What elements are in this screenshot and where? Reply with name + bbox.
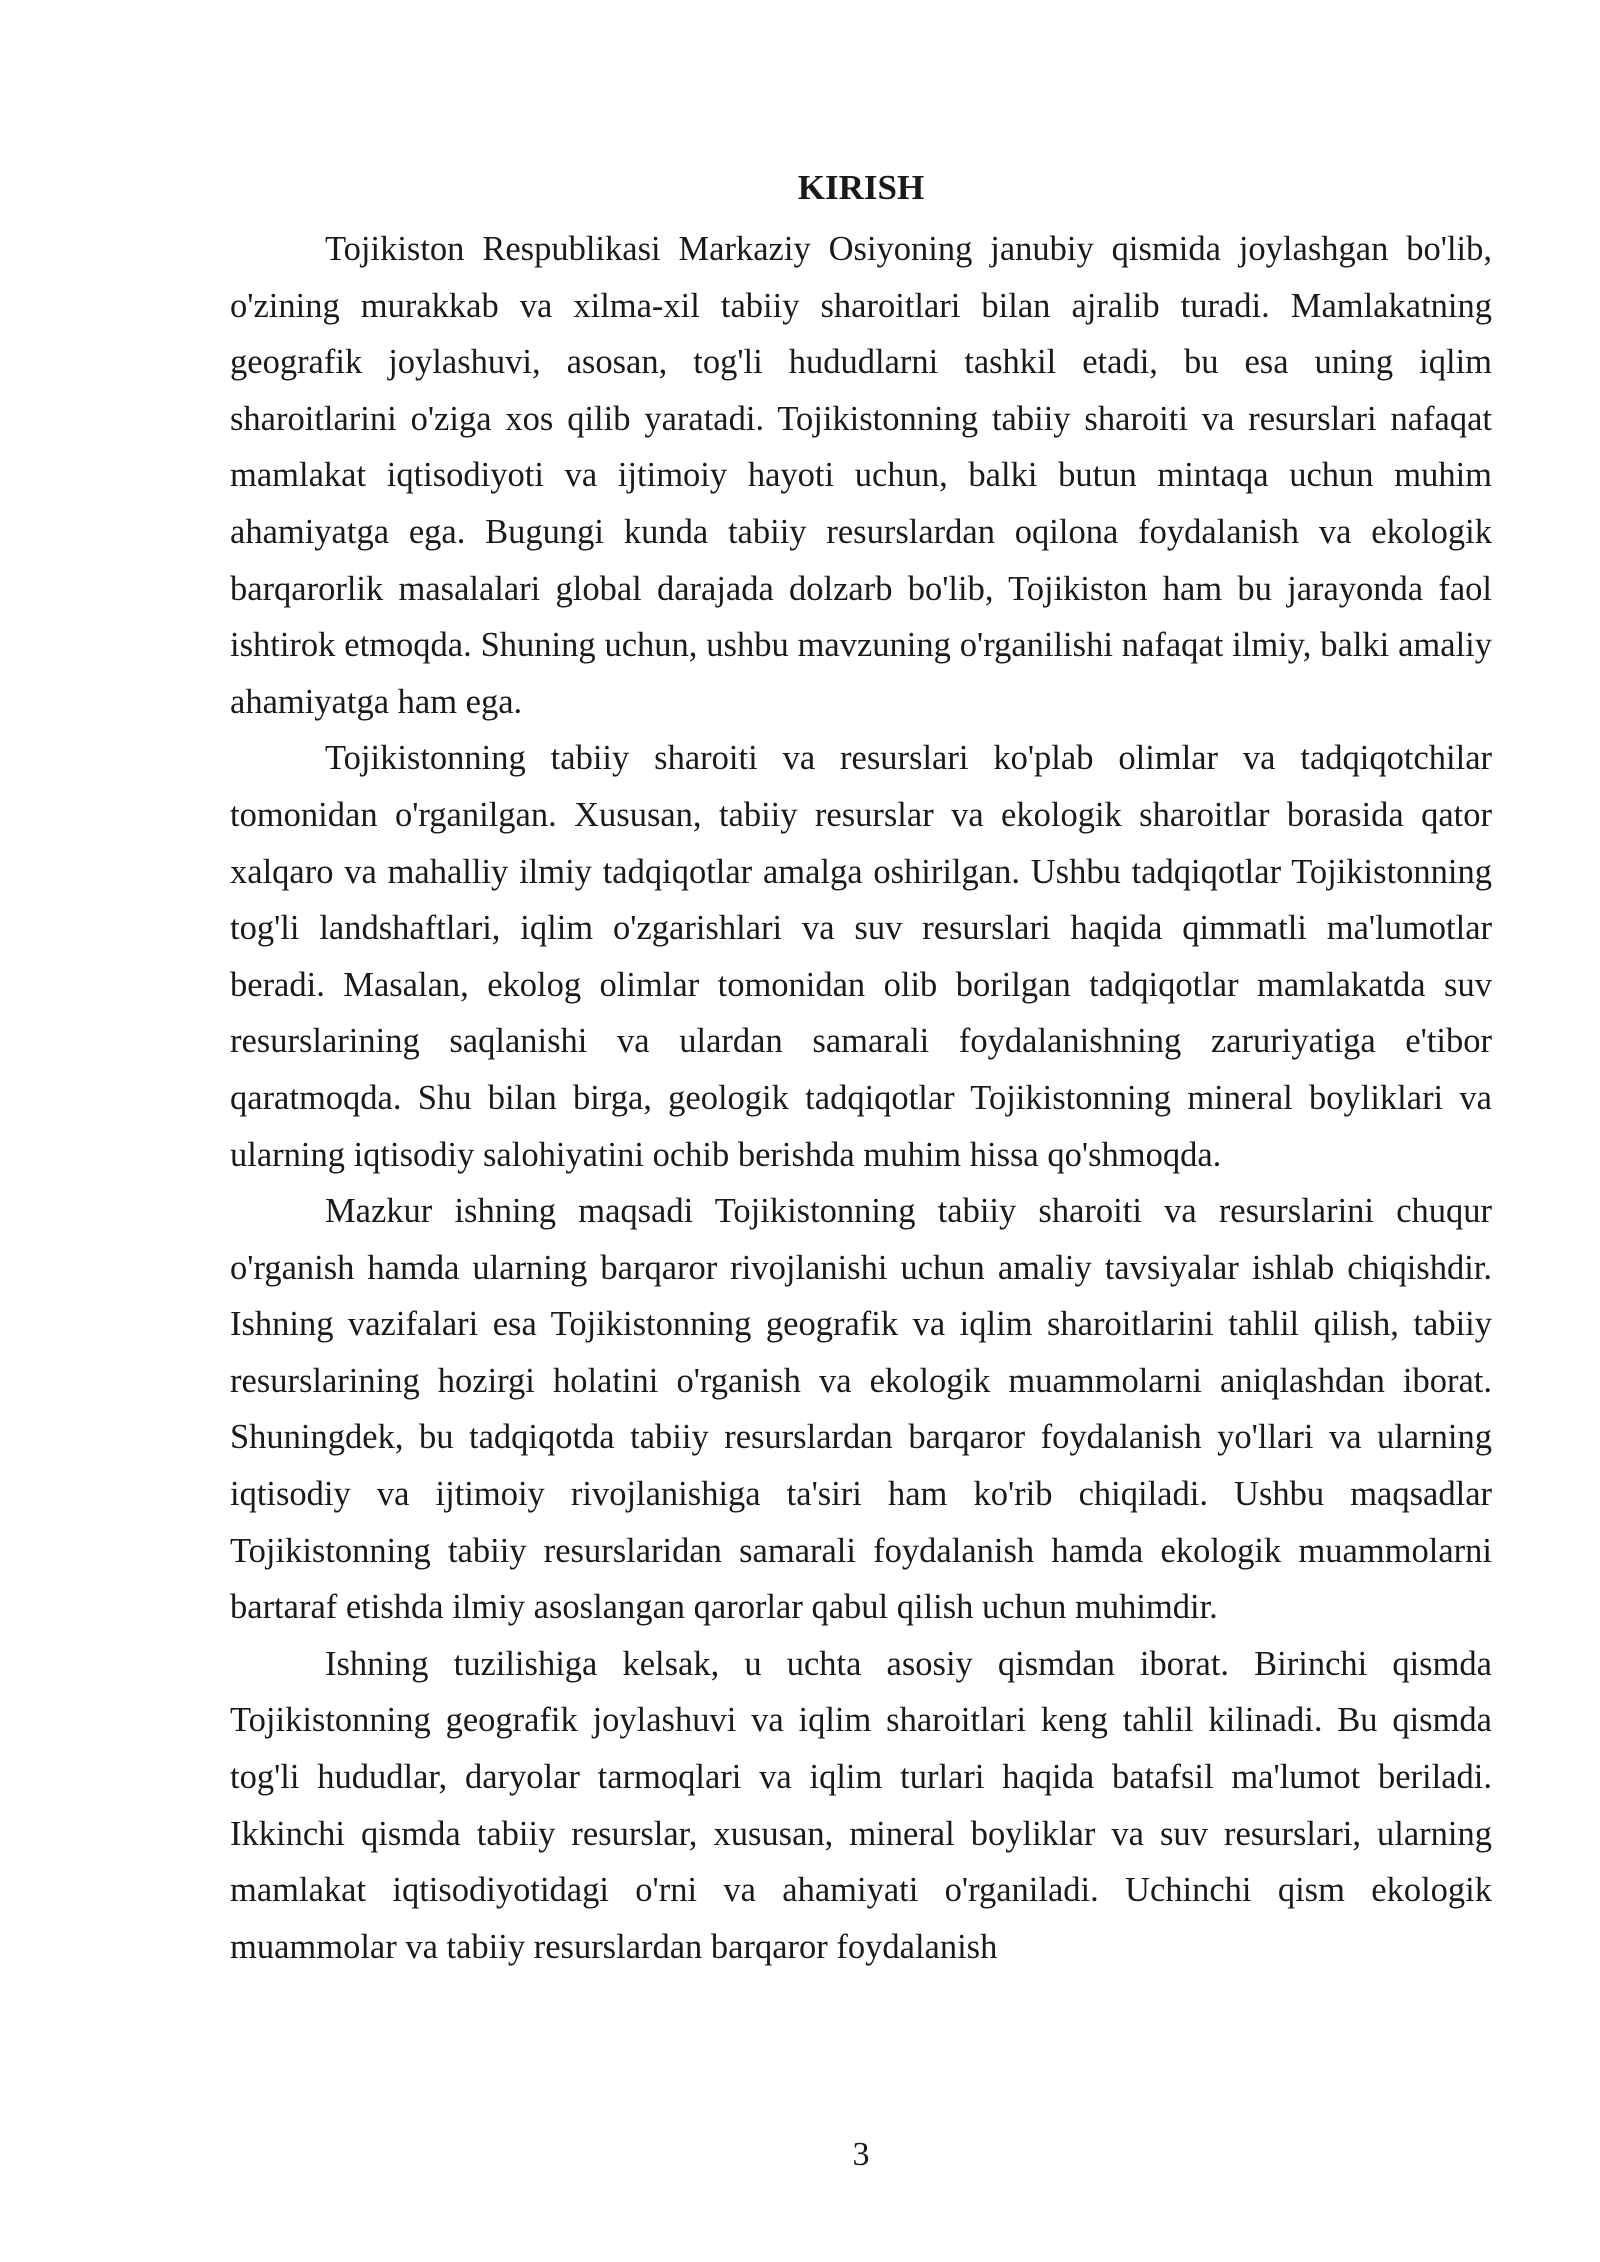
paragraph-4: Ishning tuzilishiga kelsak, u uchta asosiy qismdan iborat. Birinchi qismda Tojikistonning geografik joylashuvi va iqlim sharoitlari keng tahlil kilinadi. Bu qismda tog'li hududlar, daryolar tarmoqlari va iqlim turlari haqida batafsil ma'lumot beriladi. Ikkinchi qismda tabiiy resurslar, xususan, mineral boyliklar va suv resurslari, ularning mamlakat iqtisodiyotidagi o'rni va ahamiyati o'rganiladi. Uchinchi qism ekologik muammolar va tabiiy resurslardan barqaror foydalanish <box>230 1644 1492 1966</box>
section-heading: KIRISH <box>797 168 925 207</box>
paragraph-1: Tojikiston Respublikasi Markaziy Osiyoning janubiy qismida joylashgan bo'lib, o'zining murakkab va xilma-xil tabiiy sharoitlari bilan ajralib turadi. Mamlakatning geografik joylashuvi, asosan, tog'li hududlarni tashkil etadi, bu esa uning iqlim sharoitlarini o'ziga xos qilib yaratadi. Tojikistonning tabiiy sharoiti va resurslari nafaqat mamlakat iqtisodiyoti va ijtimoiy hayoti uchun, balki butun mintaqa uchun muhim ahamiyatga ega. Bugungi kunda tabiiy resurslardan oqilona foydalanish va ekologik barqarorlik masalalari global darajada dolzarb bo'lib, Tojikiston ham bu jarayonda faol ishtirok etmoqda. Shuning uchun, ushbu mavzuning o'rganilishi nafaqat ilmiy, balki amaliy ahamiyatga ham ega. <box>230 230 1492 721</box>
paragraph-3: Mazkur ishning maqsadi Tojikistonning tabiiy sharoiti va resurslarini chuqur o'rganish hamda ularning barqaror rivojlanishi uchun amaliy tavsiyalar ishlab chiqishdir. Ishning vazifalari esa Tojikistonning geografik va iqlim sharoitlarini tahlil qilish, tabiiy resurslarining hozirgi holatini o'rganish va ekologik muammolarni aniqlashdan iborat. Shuningdek, bu tadqiqotda tabiiy resurslardan barqaror foydalanish yo'llari va ularning iqtisodiy va ijtimoiy rivojlanishiga ta'siri ham ko'rib chiqiladi. Ushbu maqsadlar Tojikistonning tabiiy resurslaridan samarali foydalanish hamda ekologik muammolarni bartaraf etishda ilmiy asoslangan qarorlar qabul qilish uchun muhimdir. <box>230 1192 1492 1627</box>
page-number: 3 <box>852 2136 870 2173</box>
paragraph-2: Tojikistonning tabiiy sharoiti va resurslari ko'plab olimlar va tadqiqotchilar tomonidan o'rganilgan. Xususan, tabiiy resurslar va ekologik sharoitlar borasida qator xalqaro va mahalliy ilmiy tadqiqotlar amalga oshirilgan. Ushbu tadqiqotlar Tojikistonning tog'li landshaftlari, iqlim o'zgarishlari va suv resurslari haqida qimmatli ma'lumotlar beradi. Masalan, ekolog olimlar tomonidan olib borilgan tadqiqotlar mamlakatda suv resurslarining saqlanishi va ulardan samarali foydalanishning zaruriyatiga e'tibor qaratmoqda. Shu bilan birga, geologik tadqiqotlar Tojikistonning mineral boyliklari va ularning iqtisodiy salohiyatini ochib berishda muhim hissa qo'shmoqda. <box>230 739 1492 1174</box>
page-body <box>230 160 1492 1975</box>
